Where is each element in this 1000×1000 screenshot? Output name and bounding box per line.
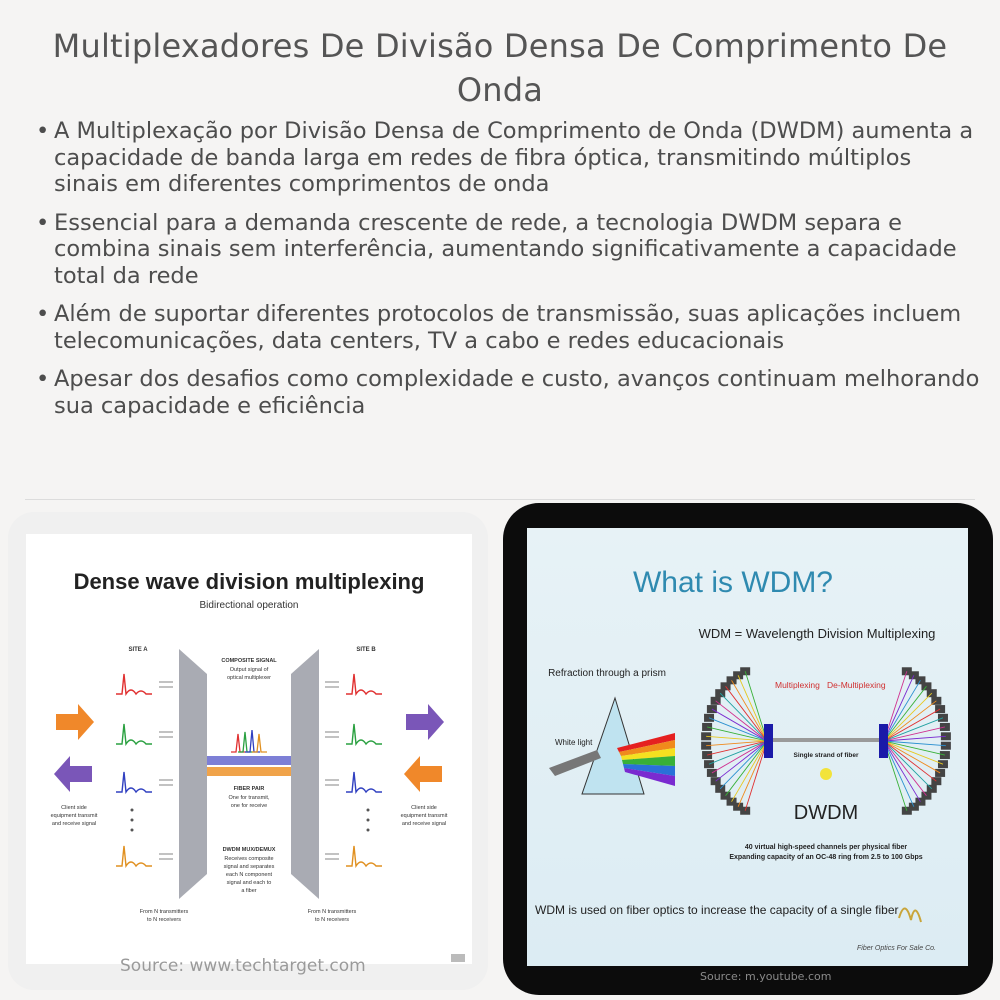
dwdm-label: DWDM [793,802,859,824]
page-title: Multiplexadores De Divisão Densa De Comprimento De Onda [52,27,948,109]
dwdm-diagram-svg [26,534,472,964]
mux-text: signal and each to [226,880,272,886]
right-dots [367,809,370,832]
arrow-right-icon [56,704,94,740]
wdm-slide [527,528,968,966]
fiber-text: one for receive [230,803,268,809]
fiber-title: FIBER PAIR [233,786,265,792]
client-label: Client side [411,805,437,811]
transmitter-unit [704,714,714,722]
bullet-item: • A Multiplexação por Divisão Densa de Comprimento de Onda (DWDM) aumenta a capacidade de banda larga em redes de fibra óptica, transmitindo múltiplos sinais em diferentes comprimentos de onda [30,118,980,198]
transmitter-unit [704,760,714,768]
mux-text: signal and separates [223,864,275,870]
slide-heading: What is WDM? [632,566,834,599]
demultiplexing-label: De-Multiplexing [827,680,886,690]
prism-label: Refraction through a prism [548,668,666,679]
single-strand-label: Single strand of fiber [793,752,859,759]
channels-text: Expanding capacity of an OC-48 ring from 2.5 to 100 Gbps [729,854,923,861]
company-logo-icon [899,908,921,922]
techtarget-logo [451,954,465,962]
right-signals [346,674,382,866]
from-label: to N receivers [315,917,349,923]
fan-line [884,741,920,802]
fiber-text: One for transmit, [228,795,270,801]
left-signals [116,674,152,866]
white-light-label: White light [555,738,593,747]
company-logo-text: Fiber Optics For Sale Co. [857,945,936,952]
arrow-left-icon [54,756,92,792]
bullet-list [30,118,980,431]
mux-block [764,724,773,758]
mux-left-shape [179,649,207,899]
channels-text: 40 virtual high-speed channels per physical fiber [744,844,908,851]
fiber-top [207,756,291,765]
client-label: and receive signal [51,821,97,827]
fiber-bottom [207,767,291,776]
from-label: From N transmitters [139,909,189,915]
divider [25,499,975,500]
arrow-right-icon [406,704,444,740]
diagram-heading: Dense wave division multiplexing [73,569,425,594]
left-dots [131,809,134,832]
bullet-item: • Essencial para a demanda crescente de rede, a tecnologia DWDM separa e combina sinais sem interferência, aumentando significativamente a capacidade total da rede [30,210,980,290]
from-label: From N transmitters [307,909,357,915]
mux-text: each N component [225,872,273,878]
left-source: Source: www.techtarget.com [120,956,366,976]
receiver-array [902,667,951,814]
light-dot [820,768,832,780]
client-label: and receive signal [401,821,447,827]
diagram-subheading: Bidirectional operation [199,600,299,611]
slide-footer: WDM is used on fiber optics to increase the capacity of a single fiber [535,903,899,917]
from-label: to N receivers [147,917,181,923]
right-small-arrows [325,682,339,859]
client-label: equipment transmit [50,813,98,819]
composite-text: Output signal of [229,667,269,673]
fan-line [884,680,920,741]
wdm-slide-svg [527,528,968,966]
single-fiber [773,738,879,742]
mux-text: Receives composite [224,856,274,862]
bullet-item: • Além de suportar diferentes protocolos de transmissão, suas aplicações incluem telecomunicações, data centers, TV a cabo e redes educacionais [30,301,980,354]
multiplexing-label: Multiplexing [775,680,820,690]
client-label: equipment transmit [400,813,448,819]
bullet-item: • Apesar dos desafios como complexidade e custo, avanços continuam melhorando sua capacidade e eficiência [30,366,980,419]
composite-text: optical multiplexer [226,675,272,681]
site-a-label: SITE A [128,647,148,653]
mux-title: DWDM MUX/DEMUX [222,847,276,853]
mux-text: a fiber [241,888,257,894]
site-b-label: SITE B [356,647,376,653]
composite-waves [231,730,267,752]
client-label: Client side [61,805,87,811]
right-source: Source: m.youtube.com [700,970,832,983]
left-small-arrows [159,682,173,859]
transmitter-array [701,667,750,814]
arrow-left-icon [404,756,442,792]
mux-right-shape [291,649,319,899]
composite-title: COMPOSITE SIGNAL [221,658,277,664]
demux-block [879,724,888,758]
dwdm-diagram [26,534,472,964]
slide-definition: WDM = Wavelength Division Multiplexing [698,626,936,641]
